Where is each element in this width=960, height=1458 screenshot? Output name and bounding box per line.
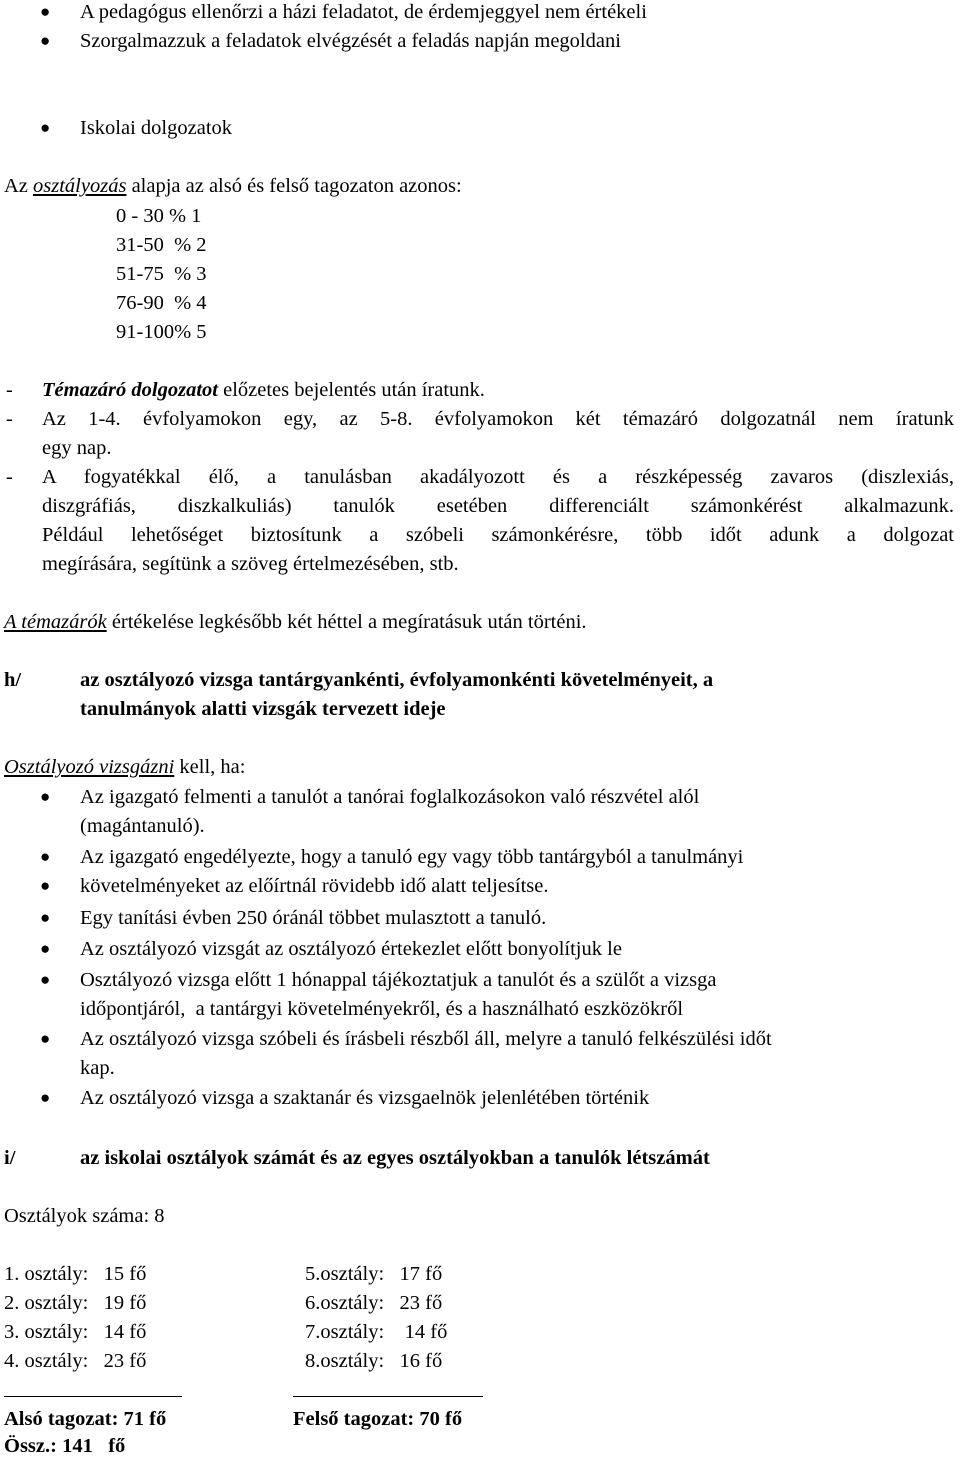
bullet-icon: ● [40, 1088, 51, 1107]
class-row: 2. osztály: 19 fő [4, 1292, 147, 1314]
osztalyozo-intro: Osztályozó vizsgázni kell, ha: [4, 756, 246, 778]
dash-marker: - [6, 466, 13, 488]
osztalyozo-intro-emphasis: Osztályozó vizsgázni [4, 756, 175, 778]
section-h-label: h/ [4, 669, 22, 691]
class-row: 3. osztály: 14 fő [4, 1321, 147, 1343]
class-row: 8.osztály: 16 fő [305, 1350, 443, 1372]
dash-item: Témazáró dolgozatot előzetes bejelentés után íratunk. [42, 379, 485, 401]
class-count: Osztályok száma: 8 [4, 1205, 165, 1227]
bullet-icon: ● [40, 1029, 51, 1048]
grade-scale-row: 76-90 % 4 [116, 292, 207, 314]
grade-scale-row: 91-100% 5 [116, 321, 207, 343]
list-item: kap. [80, 1057, 115, 1079]
sum-rule [293, 1396, 483, 1397]
bullet-icon: ● [40, 939, 51, 958]
bullet-icon: ● [40, 908, 51, 927]
dash-item-line: A fogyatékkal élő, a tanulásban akadályozott és a részképesség zavaros (diszlexiás, [42, 466, 954, 488]
dash-item-emphasis: Témazáró dolgozatot [42, 379, 218, 401]
list-item: Az igazgató engedélyezte, hogy a tanuló egy vagy több tantárgyból a tanulmányi [80, 846, 744, 868]
grade-scale-row: 31-50 % 2 [116, 234, 207, 256]
list-item: követelményeket az előírtnál rövidebb idő alatt teljesítse. [80, 875, 549, 897]
bullet-icon: ● [40, 847, 51, 866]
grading-intro: Az osztályozás alapja az alsó és felső tagozaton azonos: [4, 175, 462, 197]
list-item: időpontjáról, a tantárgyi követelményekről, és a használható eszközökről [80, 998, 684, 1020]
class-row: 7.osztály: 14 fő [305, 1321, 448, 1343]
section-i-label: i/ [4, 1147, 16, 1169]
list-item: Az osztályozó vizsga a szaktanár és vizsgaelnök jelenlétében történik [80, 1087, 650, 1109]
dash-item-line: Például lehetőséget biztosítunk a szóbeli számonkérésre, több időt adunk a dolgozat [42, 524, 954, 546]
list-item: Az osztályozó vizsgát az osztályozó értekezlet előtt bonyolítjuk le [80, 938, 622, 960]
grand-total: Össz.: 141 fő [4, 1435, 126, 1457]
bullet-icon: ● [40, 31, 51, 50]
dash-marker: - [6, 408, 13, 430]
list-item: Szorgalmazzuk a feladatok elvégzését a feladás napján megoldani [80, 30, 621, 52]
list-item: Osztályozó vizsga előtt 1 hónappal tájékoztatjuk a tanulót és a szülőt a vizsga [80, 969, 717, 991]
temazaro-note: A témazárók értékelése legkésőbb két héttel a megíratásuk után történi. [4, 611, 587, 633]
list-item: Iskolai dolgozatok [80, 117, 233, 139]
dash-item-line: diszgráfiás, diszkalkuliás) tanulók esetében differenciált számonkérést alkalmazunk. [42, 495, 954, 517]
dash-item-line: Az 1-4. évfolyamokon egy, az 5-8. évfolyamokon két témazáró dolgozatnál nem íratunk [42, 408, 954, 430]
section-i-title: az iskolai osztályok számát és az egyes osztályokban a tanulók létszámát [80, 1147, 710, 1169]
dash-item-line: egy nap. [42, 437, 112, 459]
list-item: A pedagógus ellenőrzi a házi feladatot, de érdemjeggyel nem értékeli [80, 1, 647, 23]
list-item: Az igazgató felmenti a tanulót a tanórai foglalkozásokon való részvétel alól [80, 786, 700, 808]
bullet-icon: ● [40, 2, 51, 21]
grade-scale-row: 0 - 30 % 1 [116, 205, 202, 227]
class-row: 6.osztály: 23 fő [305, 1292, 443, 1314]
dash-item-line: megírására, segítünk a szöveg értelmezésében, stb. [42, 553, 459, 575]
section-h-title: tanulmányok alatti vizsgák tervezett ideje [80, 698, 446, 720]
bullet-icon: ● [40, 787, 51, 806]
sum-rule [4, 1396, 182, 1397]
lower-school-total: Alsó tagozat: 71 fő [4, 1408, 167, 1430]
grade-scale-row: 51-75 % 3 [116, 263, 207, 285]
temazaro-note-emphasis: A témazárók [4, 611, 107, 633]
bullet-icon: ● [40, 118, 51, 137]
section-h-title: az osztályozó vizsga tantárgyankénti, évfolyamonkénti követelményeit, a [80, 669, 714, 691]
upper-school-total: Felső tagozat: 70 fő [293, 1408, 463, 1430]
list-item: Az osztályozó vizsga szóbeli és írásbeli részből áll, melyre a tanuló felkészülési időt [80, 1028, 772, 1050]
grading-intro-emphasis: osztályozás [33, 175, 127, 197]
dash-marker: - [6, 379, 13, 401]
class-row: 5.osztály: 17 fő [305, 1263, 443, 1285]
bullet-icon: ● [40, 970, 51, 989]
class-row: 4. osztály: 23 fő [4, 1350, 147, 1372]
bullet-icon: ● [40, 876, 51, 895]
list-item: Egy tanítási évben 250 óránál többet mulasztott a tanuló. [80, 907, 547, 929]
list-item: (magántanuló). [80, 815, 205, 837]
class-row: 1. osztály: 15 fő [4, 1263, 147, 1285]
